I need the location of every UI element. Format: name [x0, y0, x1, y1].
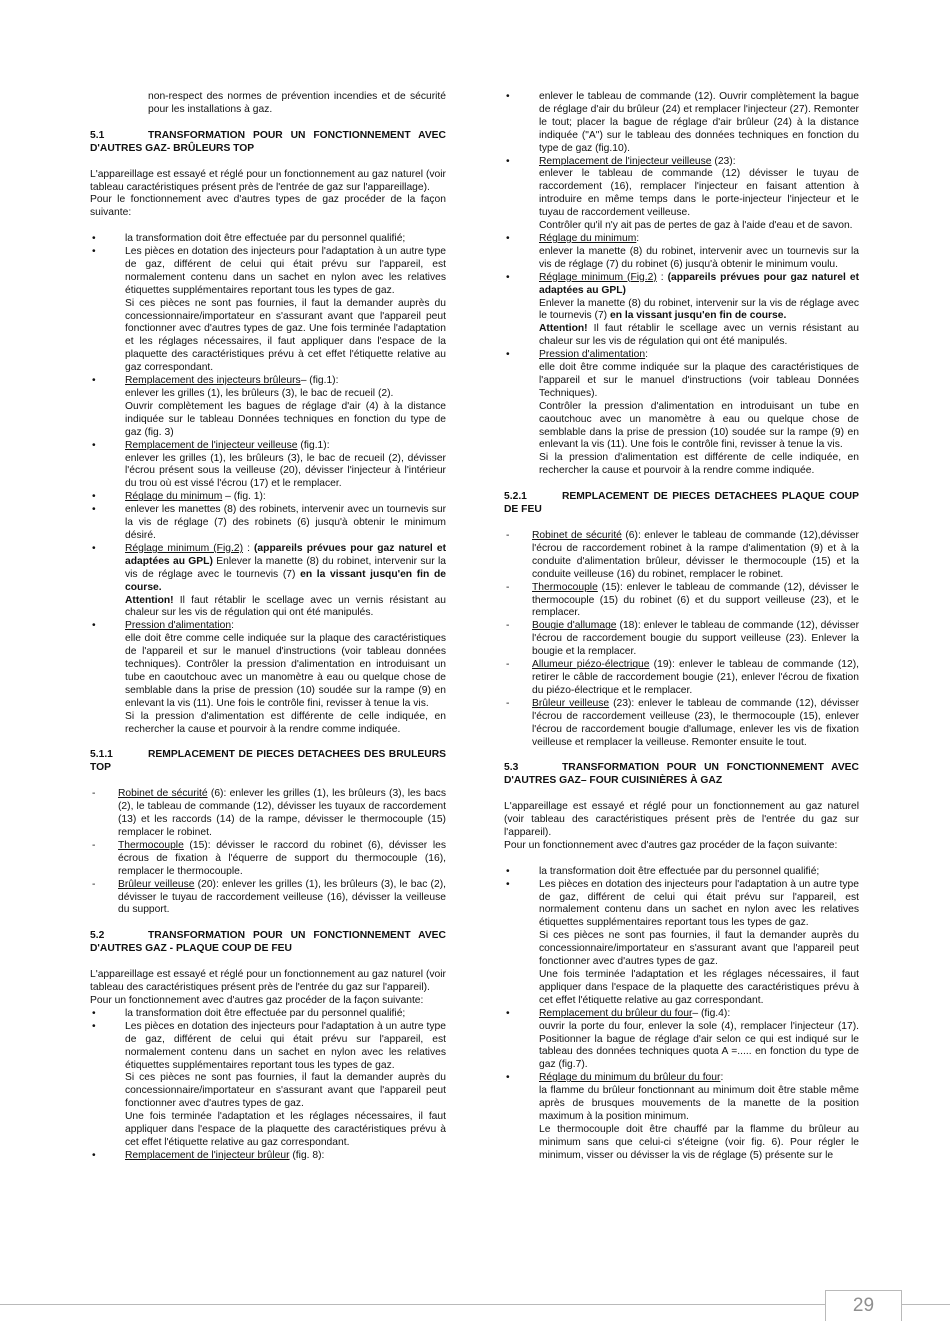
list-item: • la transformation doit être effectuée par du personnel qualifié; [90, 233, 446, 246]
intro-text: non-respect des normes de prévention incendies et de sécurité pour les installations à gaz. [148, 91, 446, 115]
list-item: - Robinet de sécurité (6): enlever le tableau de commande (12),dévisser l'écrou de raccordement robinet à la rampe d'alimentation (9) et à la conduite d'alimentation brûleur, dévisser le thermocouple (15) et la conduite veilleuse (16) du robinet, remplacer le robinet. [504, 530, 859, 582]
list-item: • Réglage minimum (Fig.2) : (appareils prévues pour gaz naturel et adaptées au GPL) Enlever la manette (8) du robinet, intervenir sur la vis de réglage avec le tournevis (7) en la vissant jusqu'en fin de course. Attention! Il faut rétablir le scellage avec un vernis résistant au chaleur sur les vis de régulation qui ont été manipulés. [504, 272, 859, 349]
list-item-continued: • enlever le tableau de commande (12). Ouvrir complètement la bague de réglage d'air du brûleur (24) et remplacer l'injecteur (27). Remonter le tout; placer la bague de réglage d'air brûleur (24) à la distance indiquée ("A") sur le tableau des données techniques en fonction du type de gaz (fig.10). [504, 91, 859, 156]
list-item: • Réglage du minimum: enlever la manette (8) du robinet, intervenir avec un tournevis sur la vis de réglage (7) du robinet (6) jusqu'à obtenir le minimum voulu. [504, 233, 859, 272]
list-item: - Robinet de sécurité (6): enlever les grilles (1), les brûleurs (3), les bacs (2), le tableau de commande (12), dévisser les tuyaux de raccordement (13) et les raccords (14) de la rampe, dévisser le thermocouple (15) remplacer le robinet. [90, 788, 446, 840]
section-5-1-1-list [90, 788, 446, 917]
list-item: - Allumeur piézo-électrique (19): enlever le tableau de commande (12), retirer le câble de raccordement bougie (21), enlever l'écrou de fixation du piézo-électrique et le remplacer. [504, 659, 859, 698]
section-5-2-list-continued [504, 91, 859, 478]
left-column [90, 91, 446, 1163]
section-5-2-heading: 5.2 TRANSFORMATION POUR UN FONCTIONNEMENT AVEC D'AUTRES GAZ - PLAQUE COUP DE FEU [90, 930, 446, 955]
list-item: • Remplacement du brûleur du four– (fig.4): ouvrir la porte du four, enlever la sole (4), remplacer l'injecteur (17). Positionner la bague de réglage d'air selon ce qui est indiqué sur le tableau des données techniques quota A =..... en fonction du type de gaz (fig.7). [504, 1008, 859, 1073]
list-item: - Bougie d'allumage (18): enlever le tableau de commande (12), dévisser l'écrou de raccordement bougie du support veilleuse (23). Enlever la bougie et la remplacer. [504, 620, 859, 659]
list-item: • Remplacement de l'injecteur veilleuse (fig.1): enlever les grilles (1), les brûleurs (3), le bac de recueil (2), dévisser l'écrou présent sous la veilleuse (20), dévisser l'injecteur à l'intérieur du trou où est vissé l'écrou (17) et le remplacer. [90, 440, 446, 492]
list-item: • Les pièces en dotation des injecteurs pour l'adaptation à un autre type de gaz, différent de celui qui était prévu sur l'appareil, est normalement contenu dans un sachet en nylon avec les relatives étiquettes supplémentaires reportant tous les types de gaz. Si ces pièces ne sont pas fournies, il faut la demander auprès du concessionnaire/importateur en s'assurant avant que l'appareil peut fonctionner avec d'autres types de gaz. Une fois terminée l'adaptation et les réglages nécessaires, il faut appliquer dans l'espace de la plaquette des caractéristiques prévu à cet effet l'étiquette relative au gaz correspondant. [504, 879, 859, 1008]
list-item: • Les pièces en dotation des injecteurs pour l'adaptation à un autre type de gaz, différent de celui qui était prévu sur l'appareil, est normalement contenu dans un sachet en nylon avec les relatives étiquettes supplémentaires reportant tous les types de gaz. Si ces pièces ne sont pas fournies, il faut la demander auprès du concessionnaire/importateur en s'assurant avant que l'appareil peut fonctionner avec d'autres types de gaz. Une fois terminée l'adaptation et les réglages nécessaires, il faut appliquer dans l'espace de la plaquette des caractéristiques prévu à cet effet l'étiquette relative au gaz correspondant. [90, 246, 446, 375]
list-item: - Thermocouple (15): enlever le tableau de commande (12), dévisser le thermocouple (15) du robinet (6) et du support veilleuse (23), et le remplacer. [504, 582, 859, 621]
section-5-1-paragraph: Pour le fonctionnement avec d'autres types de gaz procéder de la façon suivante: [90, 194, 446, 219]
list-item: • Les pièces en dotation des injecteurs pour l'adaptation à un autre type de gaz, différent de celui qui était prévu sur l'appareil, est normalement contenu dans un sachet en nylon avec les relatives étiquettes supplémentaires reportant tous les types de gaz. Si ces pièces ne sont pas fournies, il faut la demander auprès du concessionnaire/importateur en s'assurant avant que l'appareil peut fonctionner avec d'autres types de gaz. Une fois terminée l'adaptation et les réglages nécessaires, il faut appliquer dans l'espace de la plaquette des caractéristiques prévu à cet effet l'étiquette relative au gaz correspondant. [90, 1021, 446, 1150]
section-5-1-paragraph: L'appareillage est essayé et réglé pour un fonctionnement au gaz naturel (voir tableau caractéristiques présent près de l'entrée de gaz sur l'appareillage). [90, 168, 446, 193]
section-5-2-paragraph: Pour un fonctionnement avec d'autres gaz procéder de la façon suivante: [90, 994, 424, 1006]
section-5-1-heading: 5.1 TRANSFORMATION POUR UN FONCTIONNEMENT AVEC D'AUTRES GAZ- BRÛLEURS TOP [90, 129, 446, 154]
section-5-1-list [90, 233, 446, 736]
list-item: • Remplacement de l'injecteur veilleuse (23): enlever le tableau de commande (12) dévisser le tuyau de raccordement (16), remplacer l'injecteur en faisant attention à introduire en même temps dans le porte-injecteur l'injecteur et le tuyau de raccordement veilleuse. Contrôler qu'il n'y ait pas de pertes de gaz à l'aide d'eau et de savon. [504, 156, 859, 233]
list-item: • Réglage minimum (Fig.2) : (appareils prévues pour gaz naturel et adaptées au GPL) Enlever la manette (8) du robinet, intervenir sur la vis de réglage avec le tournevis (7) en la vissant jusqu'en fin de course. Attention! Il faut rétablir le scellage avec un vernis résistant au chaleur sur les vis de régulation qui ont été manipulés. [90, 543, 446, 620]
page-number: 29 [825, 1290, 902, 1321]
list-item: • la transformation doit être effectuée par du personnel qualifié; [504, 866, 859, 879]
list-item: • Pression d'alimentation: elle doit être comme indiquée sur la plaque des caractéristiques de l'appareil et sur le manuel d'instructions (voir tableau Données Techniques). Contrôler la pression d'alimentation en introduisant un tube en caoutchouc avec un manomètre à eau ou quelque chose de semblable dans la prise de pression (10) soudée sur la rampe (9) en enlevant la vis (11). Une fois le contrôle fini, revisser à tenue la vis. Si la pression d'alimentation est différente de celle indiquée, en rechercher la cause et pourvoir à la rendre comme indiquée. [504, 349, 859, 478]
list-item: • Remplacement de l'injecteur brûleur (fig. 8): [90, 1150, 446, 1163]
section-5-3-heading: 5.3 TRANSFORMATION POUR UN FONCTIONNEMENT AVEC D'AUTRES GAZ– FOUR CUISINIÈRES À GAZ [504, 762, 859, 787]
section-5-2-1-list [504, 530, 859, 749]
section-5-1-1-heading: 5.1.1 REMPLACEMENT DE PIECES DETACHEES DES BRULEURS TOP [90, 749, 446, 774]
list-item: • Réglage du minimum – (fig. 1): [90, 491, 446, 504]
list-item: - Thermocouple (15): dévisser le raccord du robinet (6), dévisser les écrous de fixation à l'équerre de support du thermocouple (16), remplacer le thermocouple. [90, 840, 446, 879]
section-5-2-1-heading: 5.2.1 REMPLACEMENT DE PIECES DETACHEES PLAQUE COUP DE FEU [504, 491, 859, 516]
list-item: - Brûleur veilleuse (23): enlever le tableau de commande (12), dévisser l'écrou de raccordement veilleuse (23), le thermocouple (15), enlever l'écrou de raccordement bougie d'allumage, enlever les vis de fixation veilleuse et remplacer la veilleuse. Remonter ensuite le tout. [504, 698, 859, 750]
section-5-2-paragraph: L'appareillage est essayé et réglé pour un fonctionnement au gaz naturel (voir tableau des caractéristiques présent près de l'entrée du gaz sur l'appareil). [90, 969, 446, 994]
list-item: - Brûleur veilleuse (20): enlever les grilles (1), les brûleurs (3), le bac (2), dévisser le tuyau de raccordement veilleuse (16), dévisser la veilleuse du support. [90, 879, 446, 918]
section-5-2-list [90, 1008, 446, 1163]
list-item: • Réglage du minimum du brûleur du four: la flamme du brûleur fonctionnant au minimum doit être stable même après de brusques mouvements de la manette de la position maximum à la position minimum. Le thermocouple doit être chauffé par la flamme du brûleur au minimum sans que celui-ci s'éteigne (voir fig. 6). Pour régler le minimum, visser ou dévisser la vis de réglage (5) présente sur le [504, 1072, 859, 1162]
footer-divider [0, 1304, 950, 1305]
section-5-3-list [504, 866, 859, 1163]
list-item: • Pression d'alimentation: elle doit être comme celle indiquée sur la plaque des caractéristiques de l'appareil et sur le manuel d'instructions (voir tableau données techniques). Contrôler la pression d'alimentation en introduisant un tube en caoutchouc avec un manomètre à eau ou quelque chose de semblable dans la prise de pression (10) soudée sur la rampe (9) en enlevant la vis (11). Une fois le contrôle fini, revisser à tenue la vis. Si la pression d'alimentation est différente de celle indiquée, en rechercher la cause et pourvoir à la rendre comme indiquée. [90, 620, 446, 736]
section-5-3-paragraph: L'appareillage est essayé et réglé pour un fonctionnement au gaz naturel (voir tableau des caractéristiques présent près de l'entrée du gaz sur l'appareil). [504, 801, 859, 839]
list-item: • la transformation doit être effectuée par du personnel qualifié; [90, 1008, 446, 1021]
right-column [504, 91, 859, 1163]
list-item: • Remplacement des injecteurs brûleurs– (fig.1): enlever les grilles (1), les brûleurs (3), le bac de recueil (2). Ouvrir complètement les bagues de réglage d'air (4) à la distance indiquée sur le tableau Données techniques en fonction du type de gaz (fig. 3) [90, 375, 446, 440]
section-5-3-paragraph: Pour un fonctionnement avec d'autres gaz procéder de la façon suivante: [504, 839, 838, 851]
list-item: • enlever les manettes (8) des robinets, intervenir avec un tournevis sur la vis de réglage (7) des robinets (6) jusqu'à obtenir le minimum désiré. [90, 504, 446, 543]
